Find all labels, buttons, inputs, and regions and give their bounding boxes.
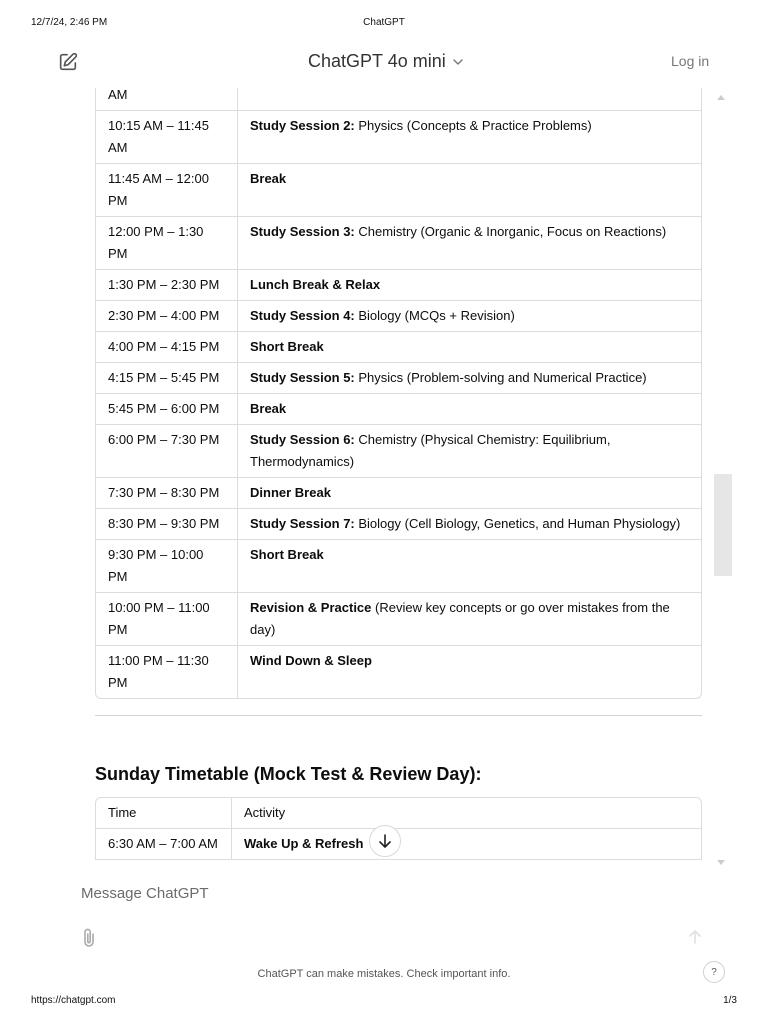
time-cell: 11:45 AM – 12:00 PM xyxy=(95,164,238,217)
activity-cell xyxy=(238,111,702,164)
scroll-down-arrow[interactable] xyxy=(717,860,725,865)
login-button[interactable]: Log in xyxy=(671,53,710,69)
chat-content xyxy=(0,88,768,874)
scrollbar-thumb[interactable] xyxy=(714,474,732,576)
activity-cell xyxy=(238,217,702,270)
chevron-down-icon xyxy=(452,56,464,68)
model-selector[interactable] xyxy=(308,51,464,72)
scroll-up-arrow[interactable] xyxy=(717,95,725,100)
activity-label: Dinner Break xyxy=(250,485,331,500)
table-row xyxy=(95,478,702,509)
activity-label: Short Break xyxy=(250,339,324,354)
activity-description: Physics (Problem-solving and Numerical Practice) xyxy=(354,370,647,385)
table-row xyxy=(95,164,702,217)
table-row xyxy=(95,593,702,646)
activity-label: Study Session 3: xyxy=(250,224,355,239)
help-button[interactable]: ? xyxy=(703,961,725,983)
timetable xyxy=(95,88,702,699)
activity-description: Chemistry (Physical Chemistry: Equilibrium, Thermodynamics) xyxy=(250,432,611,469)
paperclip-icon[interactable] xyxy=(80,927,98,949)
activity-cell xyxy=(238,540,702,593)
time-cell: 11:00 PM – 11:30 PM xyxy=(95,646,238,699)
activity-cell xyxy=(238,88,702,111)
time-cell: 9:30 PM – 10:00 PM xyxy=(95,540,238,593)
activity-description: Biology (Cell Biology, Genetics, and Human Physiology) xyxy=(354,516,681,531)
activity-description: Physics (Concepts & Practice Problems) xyxy=(354,118,592,133)
activity-label: Lunch Break & Relax xyxy=(250,277,381,292)
table-row xyxy=(95,363,702,394)
activity-cell xyxy=(238,509,702,540)
activity-label: Revision & Practice xyxy=(250,600,372,615)
table-row xyxy=(95,332,702,363)
time-cell: 7:30 PM – 8:30 PM xyxy=(95,478,238,509)
activity-cell xyxy=(232,829,702,860)
model-name: ChatGPT 4o mini xyxy=(308,51,446,71)
activity-label: Wake Up & Refresh xyxy=(244,836,364,851)
activity-cell xyxy=(238,478,702,509)
print-page-number: 1/3 xyxy=(723,995,737,1006)
divider xyxy=(95,715,702,716)
time-cell: 6:00 PM – 7:30 PM xyxy=(95,425,238,478)
activity-cell xyxy=(238,164,702,217)
activity-description: (Review key concepts or go over mistakes from the day) xyxy=(250,600,670,637)
time-cell: 12:00 PM – 1:30 PM xyxy=(95,217,238,270)
activity-cell xyxy=(238,270,702,301)
activity-cell xyxy=(238,363,702,394)
print-datetime: 12/7/24, 2:46 PM xyxy=(31,17,108,28)
new-chat-icon[interactable] xyxy=(57,51,79,73)
table-row xyxy=(95,217,702,270)
arrow-down-icon xyxy=(377,833,393,849)
time-cell: 4:15 PM – 5:45 PM xyxy=(95,363,238,394)
activity-description: Chemistry (Organic & Inorganic, Focus on Reactions) xyxy=(354,224,667,239)
activity-cell xyxy=(238,646,702,699)
activity-label: Short Break xyxy=(250,547,324,562)
activity-description: Biology (MCQs + Revision) xyxy=(354,308,515,323)
activity-label: Study Session 2: xyxy=(250,118,355,133)
time-cell: 5:45 PM – 6:00 PM xyxy=(95,394,238,425)
activity-label: Wind Down & Sleep xyxy=(250,653,372,668)
activity-label: Break xyxy=(250,171,287,186)
table-row xyxy=(95,394,702,425)
table-row xyxy=(95,509,702,540)
time-cell: 6:30 AM – 7:00 AM xyxy=(95,829,232,860)
print-title: ChatGPT xyxy=(363,17,405,28)
sunday-timetable xyxy=(95,797,702,860)
print-url: https://chatgpt.com xyxy=(31,995,116,1006)
activity-cell xyxy=(238,593,702,646)
table-row xyxy=(95,270,702,301)
arrow-up-icon[interactable] xyxy=(686,928,704,946)
table-row xyxy=(95,301,702,332)
table-row xyxy=(95,540,702,593)
column-header-time: Time xyxy=(95,797,232,829)
message-input[interactable]: Message ChatGPT xyxy=(81,885,209,902)
time-cell: 1:30 PM – 2:30 PM xyxy=(95,270,238,301)
time-cell: 2:30 PM – 4:00 PM xyxy=(95,301,238,332)
column-header-activity: Activity xyxy=(232,797,702,829)
table-row xyxy=(95,88,702,111)
table-row xyxy=(95,111,702,164)
scroll-to-bottom-button[interactable] xyxy=(369,825,401,857)
activity-label: Study Session 7: xyxy=(250,516,355,531)
time-cell: 10:00 PM – 11:00 PM xyxy=(95,593,238,646)
sunday-heading: Sunday Timetable (Mock Test & Review Day): xyxy=(95,764,482,784)
table-row xyxy=(95,646,702,699)
time-cell: 8:30 PM – 9:30 PM xyxy=(95,509,238,540)
disclaimer-text: ChatGPT can make mistakes. Check important info. xyxy=(257,968,511,980)
activity-cell xyxy=(238,332,702,363)
activity-label: Study Session 6: xyxy=(250,432,355,447)
activity-cell xyxy=(238,301,702,332)
activity-cell xyxy=(238,394,702,425)
time-cell: AM xyxy=(95,88,238,111)
table-row xyxy=(95,425,702,478)
time-cell: 4:00 PM – 4:15 PM xyxy=(95,332,238,363)
activity-label: Study Session 4: xyxy=(250,308,355,323)
activity-label: Study Session 5: xyxy=(250,370,355,385)
time-cell: 10:15 AM – 11:45 AM xyxy=(95,111,238,164)
activity-cell xyxy=(238,425,702,478)
activity-label: Break xyxy=(250,401,287,416)
